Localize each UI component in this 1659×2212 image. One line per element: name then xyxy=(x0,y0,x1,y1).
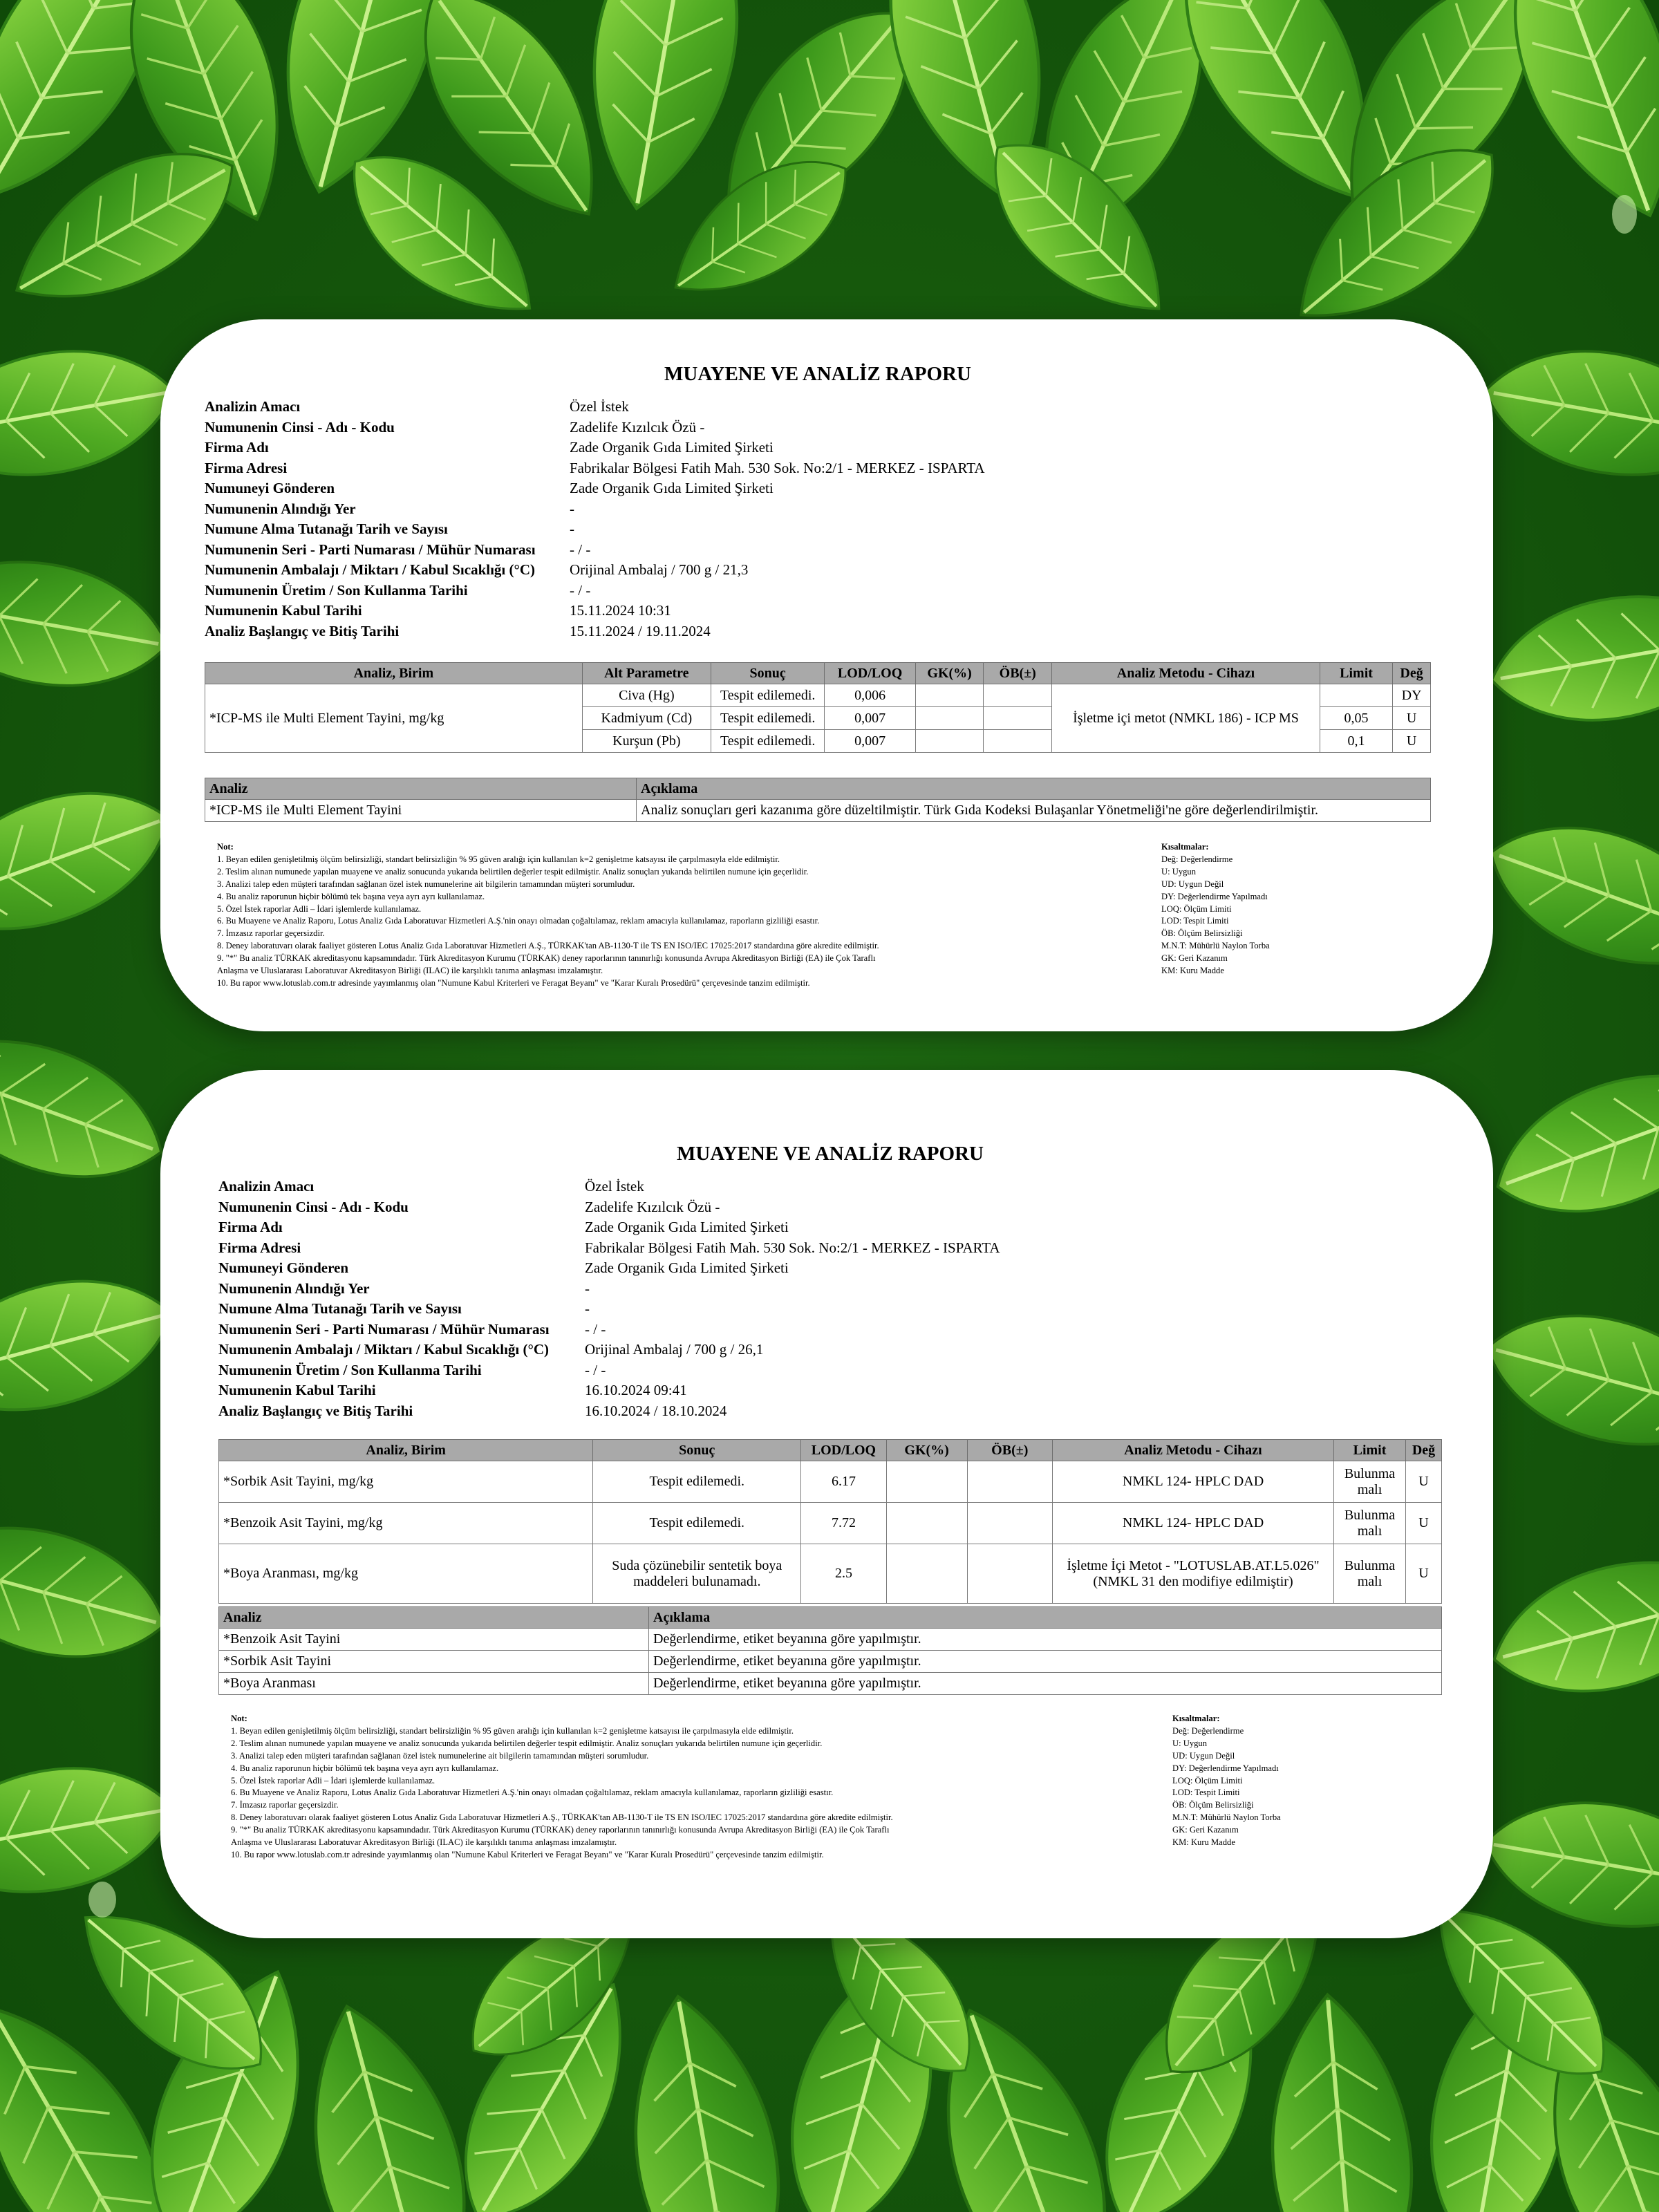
deg-value: U xyxy=(1393,730,1431,753)
col-header-ob: ÖB(±) xyxy=(967,1440,1052,1461)
note-item: 7. İmzasız raporlar geçersizdir. xyxy=(231,1800,339,1810)
notes-list xyxy=(231,1713,1130,1862)
note-item: 6. Bu Muayene ve Analiz Raporu, Lotus Analiz Gıda Laboratuvar Hizmetleri A.Ş.'nin onayı olmadan çoğaltılamaz, reklam amacıyla kullanılamaz, raporların gizliliği esastır. xyxy=(217,916,820,926)
gk-value xyxy=(915,684,984,707)
info-label: Numunenin Seri - Parti Numarası / Mühür Numarası xyxy=(205,541,536,558)
info-label: Numunenin Cinsi - Adı - Kodu xyxy=(205,418,395,435)
info-row xyxy=(218,1320,1000,1340)
limit-value: Bulunma malı xyxy=(1334,1503,1406,1544)
abbreviation-item: M.N.T: Mühürlü Naylon Torba xyxy=(1172,1812,1281,1823)
info-label: Numunenin Cinsi - Adı - Kodu xyxy=(218,1198,409,1215)
result-value: Tespit edilemedi. xyxy=(711,730,824,753)
abbreviation-item: LOQ: Ölçüm Limiti xyxy=(1161,903,1232,914)
results-table xyxy=(218,1439,1442,1604)
explanation-header-row xyxy=(219,1607,1442,1629)
info-row xyxy=(205,438,985,458)
info-label: Analiz Başlangıç ve Bitiş Tarihi xyxy=(205,622,400,639)
note-item: 10. Bu rapor www.lotuslab.com.tr adresinde yayımlanmış olan "Numune Kabul Kriterleri ve Feragat Beyanı" ve "Karar Kuralı Prosedürü" çerçevesinde tanzim edilmiştir. xyxy=(217,977,810,988)
explanation-text: Analiz sonuçları geri kazanıma göre düzeltilmiştir. Türk Gıda Kodeksi Bulaşanlar Yönetmeliği'ne göre değerlendirilmiştir. xyxy=(637,800,1431,822)
info-row xyxy=(218,1340,1000,1360)
result-value: Suda çözünebilir sentetik boya maddeleri bulunamadı. xyxy=(593,1544,801,1604)
col-header-result: Sonuç xyxy=(711,663,824,684)
info-label: Numunenin Ambalajı / Miktarı / Kabul Sıcaklığı (°C) xyxy=(218,1341,550,1358)
note-item: 2. Teslim alınan numunede yapılan muayene ve analiz sonucunda yukarıda belirtilen değerler tespit edilmiştir. Analiz sonuçları yukarıda belirtilen numune için geçerlidir. xyxy=(217,866,809,877)
limit-value: Bulunma malı xyxy=(1334,1461,1406,1503)
col-header-explanation: Açıklama xyxy=(637,778,1431,800)
notes-title: Not: xyxy=(231,1714,247,1723)
info-label: Analizin Amacı xyxy=(218,1178,315,1194)
note-item: 1. Beyan edilen genişletilmiş ölçüm belirsizliği, standart belirsizliğin % 95 güven aralığı için kullanılan k=2 genişletme katsayısı ile çarpılmasıyla elde edilmiştir. xyxy=(231,1725,794,1736)
note-item: 4. Bu analiz raporunun hiçbir bölümü tek başına veya ayrı ayrı kullanılamaz. xyxy=(231,1763,499,1773)
lod-value: 0,007 xyxy=(825,707,915,730)
lod-value: 0,006 xyxy=(825,684,915,707)
col-header-method: Analiz Metodu - Cihazı xyxy=(1052,1440,1333,1461)
ob-value xyxy=(967,1544,1052,1604)
gk-value xyxy=(915,730,984,753)
info-value: Fabrikalar Bölgesi Fatih Mah. 530 Sok. No:2/1 - MERKEZ - ISPARTA xyxy=(570,459,985,476)
info-value: - / - xyxy=(585,1361,606,1378)
lod-value: 0,007 xyxy=(825,730,915,753)
note-item: 6. Bu Muayene ve Analiz Raporu, Lotus Analiz Gıda Laboratuvar Hizmetleri A.Ş.'nin onayı olmadan çoğaltılamaz, reklam amacıyla kullanılamaz, raporların gizliliği esastır. xyxy=(231,1788,834,1798)
info-value: Zade Organik Gıda Limited Şirketi xyxy=(570,480,774,496)
gk-value xyxy=(886,1503,967,1544)
info-label: Firma Adresi xyxy=(205,459,288,476)
abbreviations-title: Kısaltmalar: xyxy=(1161,842,1209,852)
col-header-analysis: Analiz, Birim xyxy=(219,1440,593,1461)
info-row xyxy=(205,601,985,621)
col-header-result: Sonuç xyxy=(593,1440,801,1461)
info-value: Zade Organik Gıda Limited Şirketi xyxy=(585,1259,789,1276)
analysis-name: *ICP-MS ile Multi Element Tayini, mg/kg xyxy=(205,684,583,753)
note-item: Anlaşma ve Uluslararası Laboratuvar Akreditasyon Birliği (ILAC) ile karşılıklı tanıma anlaşması imzalamıştır. xyxy=(217,966,603,976)
note-item: 7. İmzasız raporlar geçersizdir. xyxy=(217,928,325,939)
abbreviation-item: GK: Geri Kazanım xyxy=(1172,1825,1239,1835)
info-label: Firma Adı xyxy=(218,1219,283,1235)
note-item: 1. Beyan edilen genişletilmiş ölçüm belirsizliği, standart belirsizliğin % 95 güven aralığı için kullanılan k=2 genişletme katsayısı ile çarpılmasıyla elde edilmiştir. xyxy=(217,854,780,864)
abbreviation-item: ÖB: Ölçüm Belirsizliği xyxy=(1172,1800,1254,1810)
gk-value xyxy=(886,1461,967,1503)
info-row xyxy=(218,1299,1000,1320)
info-label: Firma Adresi xyxy=(218,1239,301,1256)
limit-value: Bulunma malı xyxy=(1334,1544,1406,1604)
note-item: 4. Bu analiz raporunun hiçbir bölümü tek başına veya ayrı ayrı kullanılamaz. xyxy=(217,891,485,901)
table-row xyxy=(205,684,1431,707)
col-header-explanation: Açıklama xyxy=(649,1607,1442,1629)
abbreviation-item: Değ: Değerlendirme xyxy=(1161,854,1233,864)
deg-value: U xyxy=(1405,1544,1441,1604)
result-value: Tespit edilemedi. xyxy=(711,684,824,707)
info-label: Numunenin Kabul Tarihi xyxy=(218,1382,376,1398)
info-value: 16.10.2024 09:41 xyxy=(585,1382,687,1398)
explanation-analysis: *ICP-MS ile Multi Element Tayini xyxy=(205,800,637,822)
abbreviation-item: Değ: Değerlendirme xyxy=(1172,1725,1244,1736)
info-value: Zade Organik Gıda Limited Şirketi xyxy=(570,439,774,456)
info-row xyxy=(205,478,985,499)
abbreviation-item: UD: Uygun Değil xyxy=(1161,879,1224,889)
deg-value: DY xyxy=(1393,684,1431,707)
info-label: Numune Alma Tutanağı Tarih ve Sayısı xyxy=(205,521,448,537)
info-label: Numunenin Üretim / Son Kullanma Tarihi xyxy=(205,581,468,599)
abbreviation-item: U: Uygun xyxy=(1172,1738,1208,1748)
report-card-1 xyxy=(160,319,1493,1031)
note-item: 8. Deney laboratuvarı olarak faaliyet gösteren Lotus Analiz Gıda Laboratuvar Hizmetleri A.Ş., TÜRKAK'tan AB-1130-T ile TS EN ISO/IEC 17025:2017 standardına göre akredite edilmiştir. xyxy=(217,941,879,951)
info-label: Numunenin Ambalajı / Miktarı / Kabul Sıcaklığı (°C) xyxy=(205,561,536,578)
lod-value: 2.5 xyxy=(801,1544,886,1604)
abbreviations-list xyxy=(1161,841,1300,990)
sub-parameter: Kadmiyum (Cd) xyxy=(582,707,711,730)
note-item: 5. Özel İstek raporlar Adli – İdari işlemlerde kullanılamaz. xyxy=(231,1775,435,1785)
explanation-header-row xyxy=(205,778,1431,800)
col-header-gk: GK(%) xyxy=(886,1440,967,1461)
deg-value: U xyxy=(1405,1461,1441,1503)
result-value: Tespit edilemedi. xyxy=(593,1461,801,1503)
info-row xyxy=(218,1380,1000,1401)
method-value: İşletme içi metot (NMKL 186) - ICP MS xyxy=(1052,684,1320,753)
explanation-table xyxy=(205,778,1431,822)
results-table xyxy=(205,662,1431,753)
abbreviation-item: LOD: Tespit Limiti xyxy=(1172,1788,1240,1798)
limit-value: 0,1 xyxy=(1320,730,1392,753)
explanation-analysis: *Benzoik Asit Tayini xyxy=(219,1629,649,1651)
ob-value xyxy=(984,707,1052,730)
abbreviation-item: DY: Değerlendirme Yapılmadı xyxy=(1161,891,1268,901)
info-row xyxy=(205,397,985,418)
info-value: - xyxy=(585,1280,590,1297)
table-row xyxy=(219,1544,1442,1604)
info-value: 15.11.2024 / 19.11.2024 xyxy=(570,622,711,639)
info-value: 15.11.2024 10:31 xyxy=(570,602,671,619)
ob-value xyxy=(967,1503,1052,1544)
info-value: - xyxy=(570,521,574,537)
info-value: Zade Organik Gıda Limited Şirketi xyxy=(585,1219,789,1235)
report-card-2 xyxy=(160,1070,1493,1938)
col-header-deg: Değ xyxy=(1405,1440,1441,1461)
note-item: 2. Teslim alınan numunede yapılan muayene ve analiz sonucunda yukarıda belirtilen değerler tespit edilmiştir. Analiz sonuçları yukarıda belirtilen numune için geçerlidir. xyxy=(231,1738,823,1748)
info-label: Numune Alma Tutanağı Tarih ve Sayısı xyxy=(218,1300,462,1317)
method-value: İşletme İçi Metot - "LOTUSLAB.AT.L5.026" (NMKL 31 den modifiye edilmiştir) xyxy=(1052,1544,1333,1604)
abbreviation-item: DY: Değerlendirme Yapılmadı xyxy=(1172,1763,1279,1773)
abbreviation-item: KM: Kuru Madde xyxy=(1172,1837,1235,1848)
info-label: Numunenin Seri - Parti Numarası / Mühür Numarası xyxy=(218,1320,550,1338)
table-row xyxy=(219,1503,1442,1544)
info-row xyxy=(218,1401,1000,1422)
info-label: Numunenin Kabul Tarihi xyxy=(205,602,362,619)
col-header-lod: LOD/LOQ xyxy=(801,1440,886,1461)
sample-info-table xyxy=(218,1177,1000,1421)
note-item: 9. "*" Bu analiz TÜRKAK akreditasyonu kapsamındadır. Türk Akreditasyon Kurumu (TÜRKAK) deney raporlarının tanınırlığı konusunda Avrupa Akreditasyon Birliği (EA) ile Çok Taraflı xyxy=(231,1825,890,1835)
limit-value: 0,05 xyxy=(1320,707,1392,730)
analysis-name: *Boya Aranması, mg/kg xyxy=(219,1544,593,1604)
col-header-lod: LOD/LOQ xyxy=(825,663,915,684)
explanation-text: Değerlendirme, etiket beyanına göre yapılmıştır. xyxy=(649,1651,1442,1673)
deg-value: U xyxy=(1405,1503,1441,1544)
info-value: 16.10.2024 / 18.10.2024 xyxy=(585,1402,727,1419)
info-value: - xyxy=(570,500,574,517)
info-label: Numunenin Alındığı Yer xyxy=(218,1280,370,1297)
sub-parameter: Kurşun (Pb) xyxy=(582,730,711,753)
col-header-limit: Limit xyxy=(1320,663,1392,684)
info-label: Firma Adı xyxy=(205,439,269,456)
note-item: 3. Analizi talep eden müşteri tarafından sağlanan özel istek numunelerine ait bilgilerin tamamından müşteri sorumludur. xyxy=(217,879,635,889)
abbreviations-list xyxy=(1172,1713,1311,1862)
results-header-row xyxy=(205,663,1431,684)
result-value: Tespit edilemedi. xyxy=(593,1503,801,1544)
info-value: Zadelife Kızılcık Özü - xyxy=(585,1198,720,1215)
abbreviation-item: LOQ: Ölçüm Limiti xyxy=(1172,1775,1243,1785)
info-row xyxy=(205,499,985,520)
col-header-analysis: Analiz xyxy=(205,778,637,800)
note-item: Anlaşma ve Uluslararası Laboratuvar Akreditasyon Birliği (ILAC) ile karşılıklı tanıma anlaşması imzalamıştır. xyxy=(231,1837,617,1848)
col-header-analysis: Analiz xyxy=(219,1607,649,1629)
info-row xyxy=(205,581,985,601)
lod-value: 6.17 xyxy=(801,1461,886,1503)
table-row xyxy=(219,1461,1442,1503)
table-row xyxy=(219,1673,1442,1695)
info-value: Özel İstek xyxy=(570,398,629,415)
info-label: Numuneyi Gönderen xyxy=(205,480,335,496)
info-row xyxy=(218,1279,1000,1300)
info-row xyxy=(205,540,985,561)
info-value: Zadelife Kızılcık Özü - xyxy=(570,418,705,435)
abbreviation-item: UD: Uygun Değil xyxy=(1172,1750,1235,1761)
abbreviation-item: ÖB: Ölçüm Belirsizliği xyxy=(1161,928,1243,939)
info-value: Orijinal Ambalaj / 700 g / 26,1 xyxy=(585,1341,764,1358)
table-row xyxy=(219,1651,1442,1673)
report-title: MUAYENE VE ANALİZ RAPORU xyxy=(677,1143,984,1165)
explanation-table xyxy=(218,1606,1442,1695)
abbreviation-item: LOD: Tespit Limiti xyxy=(1161,916,1229,926)
explanation-text: Değerlendirme, etiket beyanına göre yapılmıştır. xyxy=(649,1673,1442,1695)
gk-value xyxy=(886,1544,967,1604)
ob-value xyxy=(967,1461,1052,1503)
info-row xyxy=(218,1217,1000,1238)
info-row xyxy=(218,1177,1000,1197)
sample-info-table xyxy=(205,397,985,641)
info-value: - xyxy=(585,1300,590,1317)
explanation-analysis: *Sorbik Asit Tayini xyxy=(219,1651,649,1673)
method-value: NMKL 124- HPLC DAD xyxy=(1052,1503,1333,1544)
col-header-analysis: Analiz, Birim xyxy=(205,663,583,684)
method-value: NMKL 124- HPLC DAD xyxy=(1052,1461,1333,1503)
note-item: 8. Deney laboratuvarı olarak faaliyet gösteren Lotus Analiz Gıda Laboratuvar Hizmetleri A.Ş., TÜRKAK'tan AB-1130-T ile TS EN ISO/IEC 17025:2017 standardına göre akredite edilmiştir. xyxy=(231,1812,893,1823)
info-value: - / - xyxy=(570,541,591,558)
info-value: - / - xyxy=(570,581,591,599)
analysis-name: *Sorbik Asit Tayini, mg/kg xyxy=(219,1461,593,1503)
info-label: Numuneyi Gönderen xyxy=(218,1259,349,1276)
note-item: 10. Bu rapor www.lotuslab.com.tr adresinde yayımlanmış olan "Numune Kabul Kriterleri ve Feragat Beyanı" ve "Karar Kuralı Prosedürü" çerçevesinde tanzim edilmiştir. xyxy=(231,1849,824,1859)
info-label: Analizin Amacı xyxy=(205,398,301,415)
lod-value: 7.72 xyxy=(801,1503,886,1544)
note-item: 3. Analizi talep eden müşteri tarafından sağlanan özel istek numunelerine ait bilgilerin tamamından müşteri sorumludur. xyxy=(231,1750,649,1761)
col-header-limit: Limit xyxy=(1334,1440,1406,1461)
notes-section xyxy=(218,1713,1442,1862)
ob-value xyxy=(984,684,1052,707)
info-row xyxy=(205,621,985,642)
col-header-ob: ÖB(±) xyxy=(984,663,1052,684)
col-header-gk: GK(%) xyxy=(915,663,984,684)
info-label: Numunenin Alındığı Yer xyxy=(205,500,356,517)
info-row xyxy=(205,458,985,479)
info-row xyxy=(205,418,985,438)
explanation-analysis: *Boya Aranması xyxy=(219,1673,649,1695)
col-header-method: Analiz Metodu - Cihazı xyxy=(1052,663,1320,684)
info-row xyxy=(218,1258,1000,1279)
note-item: 9. "*" Bu analiz TÜRKAK akreditasyonu kapsamındadır. Türk Akreditasyon Kurumu (TÜRKAK) deney raporlarının tanınırlığı konusunda Avrupa Akreditasyon Birliği (EA) ile Çok Taraflı xyxy=(217,953,876,964)
info-value: Orijinal Ambalaj / 700 g / 21,3 xyxy=(570,561,749,578)
notes-section xyxy=(205,841,1431,990)
report-title: MUAYENE VE ANALİZ RAPORU xyxy=(664,363,971,385)
info-row xyxy=(218,1360,1000,1381)
notes-title: Not: xyxy=(217,842,234,852)
notes-list xyxy=(217,841,1116,990)
info-row xyxy=(205,560,985,581)
deg-value: U xyxy=(1393,707,1431,730)
limit-value xyxy=(1320,684,1392,707)
col-header-deg: Değ xyxy=(1393,663,1431,684)
info-label: Analiz Başlangıç ve Bitiş Tarihi xyxy=(218,1402,413,1419)
abbreviation-item: KM: Kuru Madde xyxy=(1161,966,1224,976)
analysis-name: *Benzoik Asit Tayini, mg/kg xyxy=(219,1503,593,1544)
abbreviation-item: M.N.T: Mühürlü Naylon Torba xyxy=(1161,941,1270,951)
info-row xyxy=(205,519,985,540)
explanation-text: Değerlendirme, etiket beyanına göre yapılmıştır. xyxy=(649,1629,1442,1651)
note-item: 5. Özel İstek raporlar Adli – İdari işlemlerde kullanılamaz. xyxy=(217,903,422,914)
gk-value xyxy=(915,707,984,730)
ob-value xyxy=(984,730,1052,753)
info-value: Fabrikalar Bölgesi Fatih Mah. 530 Sok. No:2/1 - MERKEZ - ISPARTA xyxy=(585,1239,1000,1256)
info-row xyxy=(218,1197,1000,1218)
abbreviations-title: Kısaltmalar: xyxy=(1172,1714,1220,1723)
table-row xyxy=(205,800,1431,822)
info-label: Numunenin Üretim / Son Kullanma Tarihi xyxy=(218,1361,482,1378)
info-value: Özel İstek xyxy=(585,1178,644,1194)
info-row xyxy=(218,1238,1000,1259)
info-value: - / - xyxy=(585,1320,606,1338)
result-value: Tespit edilemedi. xyxy=(711,707,824,730)
table-row xyxy=(219,1629,1442,1651)
results-header-row xyxy=(219,1440,1442,1461)
sub-parameter: Civa (Hg) xyxy=(582,684,711,707)
col-header-subparam: Alt Parametre xyxy=(582,663,711,684)
abbreviation-item: GK: Geri Kazanım xyxy=(1161,953,1228,964)
abbreviation-item: U: Uygun xyxy=(1161,866,1197,877)
